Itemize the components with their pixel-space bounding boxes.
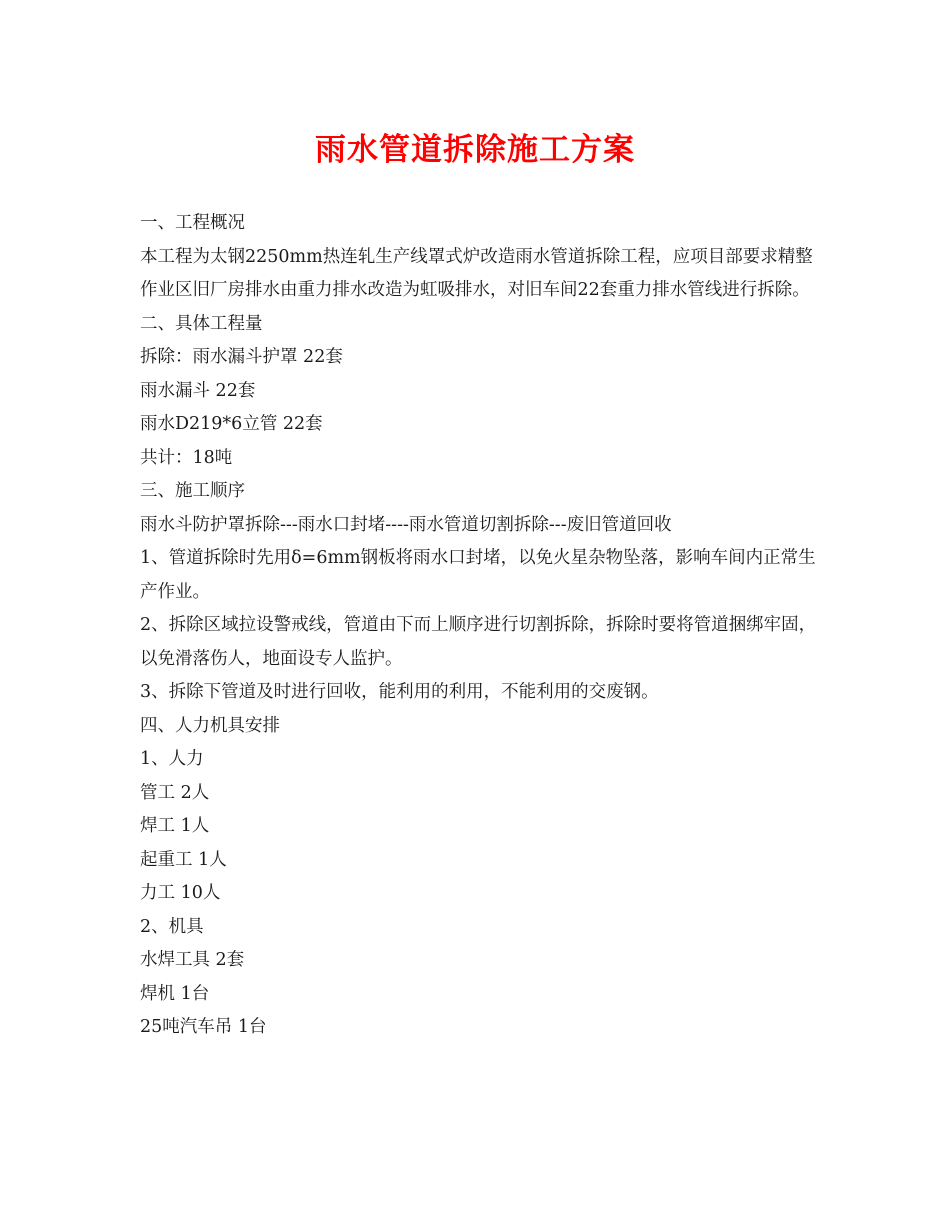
section-heading-sequence: 三、施工顺序 — [140, 481, 245, 501]
sequence-step: 1、管道拆除时先用δ=6mm钢板将雨水口封堵，以免火星杂物坠落，影响车间内正常生产作业。 — [140, 548, 816, 602]
sequence-step: 3、拆除下管道及时进行回收，能利用的利用，不能利用的交废钢。 — [140, 682, 659, 702]
quantity-item: 雨水漏斗 22套 — [140, 380, 256, 401]
document-title: 雨水管道拆除施工方案 — [315, 132, 635, 168]
document-body — [140, 207, 820, 1045]
section-heading-resources: 四、人力机具安排 — [140, 715, 280, 736]
quantity-item: 拆除：雨水漏斗护罩 22套 — [140, 347, 343, 367]
equipment-item: 焊机 1台 — [140, 983, 210, 1004]
quantity-total: 共计：18吨 — [140, 447, 233, 468]
labor-item: 管工 2人 — [140, 782, 210, 803]
section-heading-overview: 一、工程概况 — [140, 213, 245, 233]
sequence-step: 2、拆除区域拉设警戒线，管道由下而上顺序进行切割拆除，拆除时要将管道捆绑牢固，以免滑落伤人，地面设专人监护。 — [140, 615, 817, 669]
equipment-subheading: 2、机具 — [140, 916, 204, 937]
sequence-flow: 雨水斗防护罩拆除---雨水口封堵----雨水管道切割拆除---废旧管道回收 — [140, 514, 672, 535]
labor-item: 起重工 1人 — [140, 849, 227, 870]
equipment-item: 25吨汽车吊 1台 — [140, 1017, 267, 1037]
labor-subheading: 1、人力 — [140, 749, 204, 769]
quantity-item: 雨水D219*6立管 22套 — [140, 414, 323, 434]
equipment-item: 水焊工具 2套 — [140, 950, 245, 970]
overview-paragraph: 本工程为太钢2250mm热连轧生产线罩式炉改造雨水管道拆除工程，应项目部要求精整作业区旧厂房排水由重力排水改造为虹吸排水，对旧车间22套重力排水管线进行拆除。 — [140, 246, 813, 300]
section-heading-quantities: 二、具体工程量 — [140, 313, 263, 334]
labor-item: 力工 10人 — [140, 883, 221, 903]
labor-item: 焊工 1人 — [140, 816, 210, 836]
